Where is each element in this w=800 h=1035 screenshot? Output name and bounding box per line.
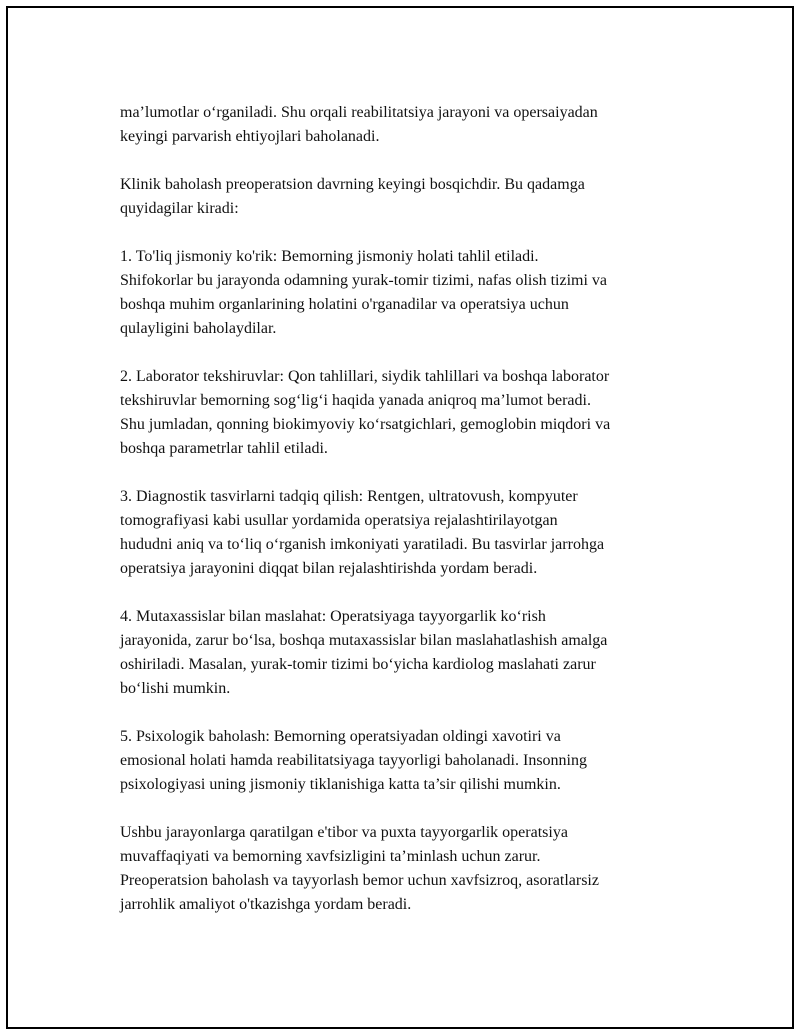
text-line: tomografiyasi kabi usullar yordamida operatsiya rejalashtirilayotgan [120, 512, 558, 529]
text-line: Preoperatsion baholash va tayyorlash bemor uchun xavfsizroq, asoratlarsiz [120, 872, 599, 889]
text-line: boshqa muhim organlarining holatini o'rganadilar va operatsiya uchun [120, 296, 569, 313]
text-line: qulayligini baholaydilar. [120, 320, 277, 337]
text-line: Klinik baholash preoperatsion davrning keyingi bosqichdir. Bu qadamga [120, 176, 585, 193]
list-item-lab-tests [120, 365, 695, 461]
paragraph-conclusion [120, 821, 695, 917]
paragraph-intro-continuation [120, 101, 695, 149]
text-line: bo‘lishi mumkin. [120, 680, 231, 697]
list-item-specialist-consultation [120, 605, 695, 701]
text-line: 3. Diagnostik tasvirlarni tadqiq qilish: Rentgen, ultratovush, kompyuter [120, 488, 578, 505]
text-line: emosional holati hamda reabilitatsiyaga tayyorligi baholanadi. Insonning [120, 752, 587, 769]
text-line: jarayonida, zarur bo‘lsa, boshqa mutaxassislar bilan maslahatlashish amalga [120, 632, 608, 649]
text-line: Shu jumladan, qonning biokimyoviy ko‘rsatgichlari, gemoglobin miqdori va [120, 416, 611, 433]
text-line: muvaffaqiyati va bemorning xavfsizligini ta’minlash uchun zarur. [120, 848, 541, 865]
text-line: operatsiya jarayonini diqqat bilan rejalashtirishda yordam beradi. [120, 560, 538, 577]
paragraph-clinical-assessment [120, 173, 695, 221]
text-line: Shifokorlar bu jarayonda odamning yurak-tomir tizimi, nafas olish tizimi va [120, 272, 607, 289]
list-item-psychological-assessment [120, 725, 695, 797]
text-line: boshqa parametrlar tahlil etiladi. [120, 440, 328, 457]
text-line: tekshiruvlar bemorning sog‘lig‘i haqida yanada aniqroq ma’lumot beradi. [120, 392, 591, 409]
text-line: 5. Psixologik baholash: Bemorning operatsiyadan oldingi xavotiri va [120, 728, 561, 745]
document-body [120, 101, 695, 941]
list-item-physical-exam [120, 245, 695, 341]
list-item-diagnostic-imaging [120, 485, 695, 581]
text-line: Ushbu jarayonlarga qaratilgan e'tibor va puxta tayyorgarlik operatsiya [120, 824, 568, 841]
text-line: psixologiyasi uning jismoniy tiklanishiga katta ta’sir qilishi mumkin. [120, 776, 561, 793]
text-line: 2. Laborator tekshiruvlar: Qon tahlillari, siydik tahlillari va boshqa laborator [120, 368, 610, 385]
page-frame [6, 6, 794, 1029]
text-line: keyingi parvarish ehtiyojlari baholanadi. [120, 128, 380, 145]
text-line: hududni aniq va to‘liq o‘rganish imkoniyati yaratiladi. Bu tasvirlar jarrohga [120, 536, 605, 553]
text-line: jarrohlik amaliyot o'tkazishga yordam beradi. [120, 896, 412, 913]
text-line: 4. Mutaxassislar bilan maslahat: Operatsiyaga tayyorgarlik ko‘rish [120, 608, 546, 625]
text-line: oshiriladi. Masalan, yurak-tomir tizimi bo‘yicha kardiolog maslahati zarur [120, 656, 596, 673]
text-line: quyidagilar kiradi: [120, 200, 239, 217]
text-line: 1. To'liq jismoniy ko'rik: Bemorning jismoniy holati tahlil etiladi. [120, 248, 539, 265]
text-line: ma’lumotlar o‘rganiladi. Shu orqali reabilitatsiya jarayoni va opersaiyadan [120, 104, 598, 121]
